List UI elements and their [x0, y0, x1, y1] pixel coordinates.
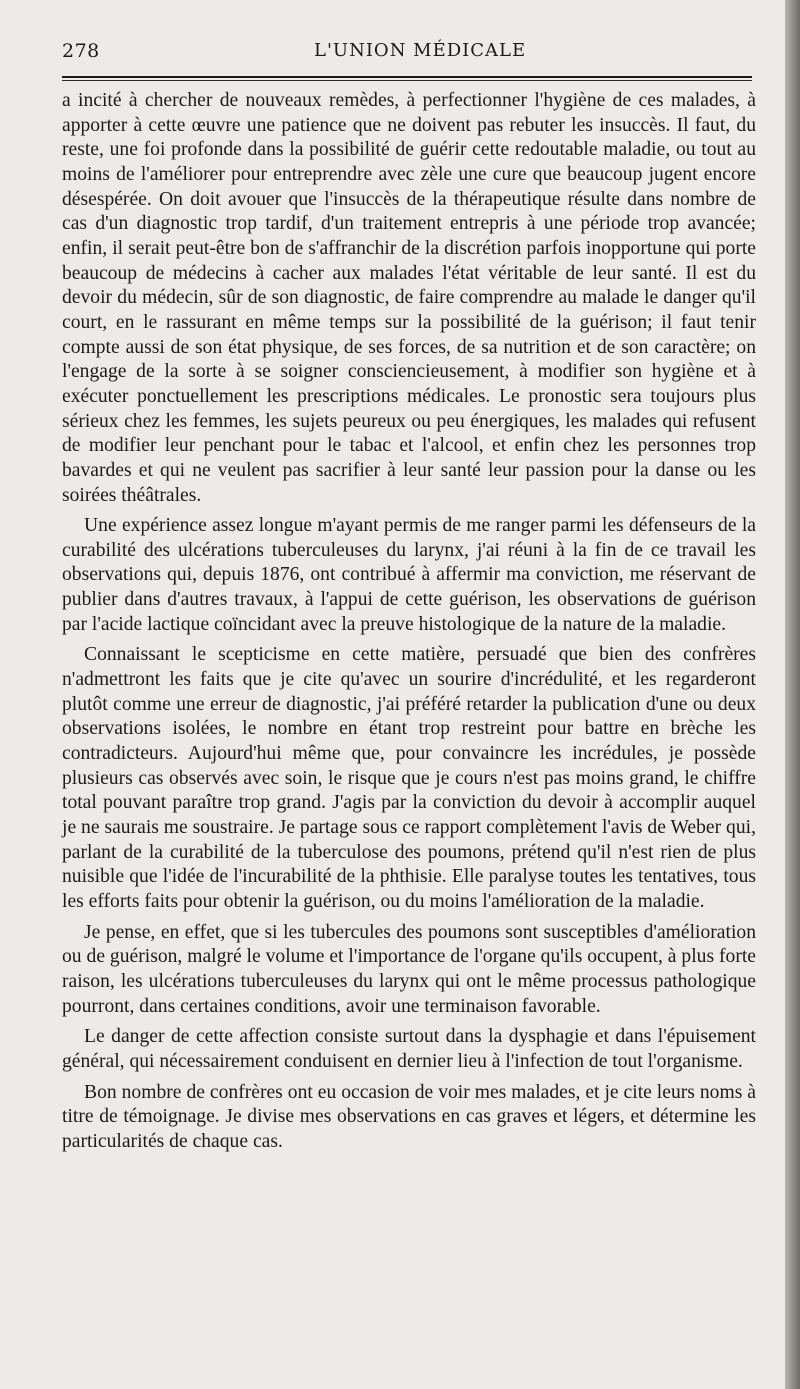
header-rule — [62, 76, 752, 78]
paragraph: a incité à chercher de nouveaux remèdes, à perfectionner l'hygiène de ces malades, à apporter à cette œuvre une patience que ne doivent pas rebuter les insuccès. Il faut, du reste, une foi profonde dans la possibilité de guérir cette redoutable maladie, ou tout au moins de l'améliorer pour entreprendre avec zèle une cure que beaucoup jugent encore désespérée. On doit avouer que l'insuccès de la thérapeutique résulte dans nombre de cas d'un diagnostic trop tardif, d'un traitement entrepris à une période trop avancée; enfin, il serait peut-être bon de s'affranchir de la discrétion parfois inopportune qui porte beaucoup de médecins à cacher aux malades l'état véritable de leur santé. Il est du devoir du médecin, sûr de son diagnostic, de faire comprendre au malade le danger qu'il court, en le rassurant en même temps sur la possibilité de la guérison; il faut tenir compte aussi de son état physique, de ses forces, de sa nutrition et de son caractère; on l'engage de la sorte à se soigner consciencieusement, à modifier son hygiène et à exécuter ponctuellement les prescriptions médicales. Le pronostic sera toujours plus sérieux chez les femmes, les sujets peureux ou peu énergiques, les malades qui refusent de modifier leur penchant pour le tabac et l'alcool, et enfin chez les personnes trop bavardes et qui ne veulent pas sacrifier à leur santé leur passion pour la danse ou les soirées théâtrales. — [62, 90, 756, 506]
paragraph: Une expérience assez longue m'ayant permis de me ranger parmi les défenseurs de la curabilité des ulcérations tuberculeuses du larynx, j'ai réuni à la fin de ce travail les observations qui, depuis 1876, ont contribué à affermir ma conviction, me réservant de publier dans d'autres travaux, à l'appui de cette guérison, les observations de guérison par l'acide lactique coïncidant avec la preuve histologique de la nature de la maladie. — [62, 515, 756, 635]
header-rule-thin — [62, 80, 752, 81]
paragraph: Le danger de cette affection consiste surtout dans la dysphagie et dans l'épuisement général, qui nécessairement conduisent en dernier lieu à l'infection de tout l'organisme. — [62, 1026, 756, 1072]
page-number: 278 — [62, 40, 100, 62]
page-edge-shadow — [785, 0, 800, 1389]
running-title: L'UNION MÉDICALE — [314, 40, 527, 61]
page-header — [62, 40, 752, 70]
body-text — [62, 89, 756, 1155]
paragraph: Connaissant le scepticisme en cette matière, persuadé que bien des confrères n'admettront les faits que je cite qu'avec un sourire d'incrédulité, et les regarderont plutôt comme une erreur de diagnostic, j'ai préféré retarder la publication d'une ou deux observations isolées, le nombre en étant trop restreint pour battre en brèche les contradicteurs. Aujourd'hui même que, pour convaincre les incrédules, je possède plusieurs cas observés avec soin, le risque que je cours n'est pas moins grand, le chiffre total pouvant paraître trop grand. J'agis par la conviction du devoir à accomplir auquel je ne saurais me soustraire. Je partage sous ce rapport complètement l'avis de Weber qui, parlant de la curabilité de la tuberculose des poumons, prétend qu'il n'est rien de plus nuisible que l'idée de l'incurabilité de la phthisie. Elle paralyse toutes les tentatives, tous les efforts faits pour obtenir la guérison, ou du moins l'amélioration de la maladie. — [62, 644, 756, 912]
paragraph: Je pense, en effet, que si les tubercules des poumons sont susceptibles d'amélioration ou de guérison, malgré le volume et l'importance de l'organe qu'ils occupent, à plus forte raison, les ulcérations tuberculeuses du larynx qui ont le même processus pathologique pourront, dans certaines conditions, avoir une terminaison favorable. — [62, 921, 756, 1017]
paragraph: Bon nombre de confrères ont eu occasion de voir mes malades, et je cite leurs noms à titre de témoignage. Je divise mes observations en cas graves et légers, et détermine les particularités de chaque cas. — [62, 1081, 756, 1152]
